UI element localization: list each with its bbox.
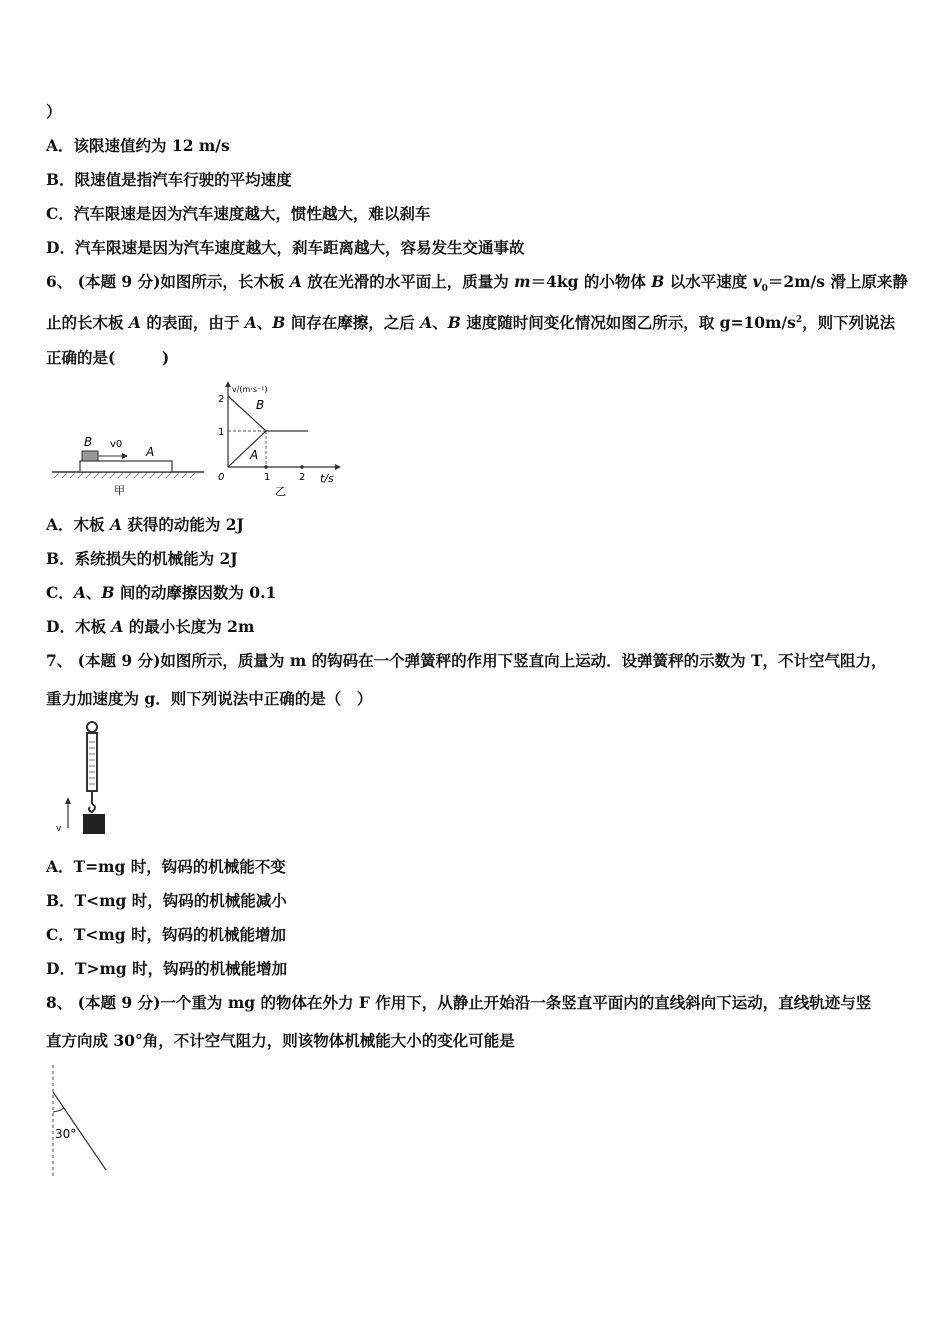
q6-stem-line1: 6、 (本题 9 分)如图所示，长木板 A 放在光滑的水平面上，质量为 m＝4kg 的小物体 B 以水平速度 $v_0=2m/s$ 滑上原来静 <box>46 272 908 295</box>
q6-option-c: C．A、B 间的动摩擦因数为 0.1 <box>46 583 277 602</box>
x-axis-label: t/s <box>320 472 334 485</box>
option-text: 汽车限速是因为汽车速度越大，刹车距离越大，容易发生交通事故 <box>74 238 525 257</box>
caption-jia: 甲 <box>114 484 125 497</box>
v0-arrowhead <box>122 453 128 459</box>
hook-weight <box>83 814 105 834</box>
label-a: A <box>146 445 155 459</box>
y-axis-label: v/(m·s⁻¹) <box>232 385 268 394</box>
y-axis-arrow <box>225 381 231 387</box>
q6-stem-line3: 正确的是( ) <box>46 348 170 367</box>
q6-option-a: A．木板 A 获得的动能为 2J <box>46 515 244 534</box>
q8-stem-line1: 8、 (本题 9 分)一个重为 mg 的物体在外力 F 作用下，从静止开始沿一条竖直平面内的直线斜向下运动，直线轨迹与竖 <box>46 993 872 1012</box>
option-text: 限速值是指汽车行驶的平均速度 <box>74 170 292 189</box>
q6-option-b: B．系统损失的机械能为 2J <box>46 549 238 568</box>
ground-hatch <box>54 472 196 478</box>
q5-tail: ） <box>46 102 62 121</box>
q5-option-a <box>46 136 230 156</box>
q7-figure <box>48 718 148 840</box>
y-tick-1: 1 <box>218 427 225 438</box>
x-tick-1: 1 <box>264 472 271 483</box>
block-b <box>82 451 98 461</box>
q7-option-d: D．T>mg 时，钩码的机械能增加 <box>46 959 288 978</box>
tick-dot-1 <box>264 465 268 469</box>
x-axis-arrow <box>335 464 341 470</box>
q5-option-b <box>46 170 292 190</box>
origin-label: 0 <box>218 472 225 483</box>
q7-option-c: C．T<mg 时，钩码的机械能增加 <box>46 925 287 944</box>
option-key: B． <box>46 170 75 189</box>
q5-option-d <box>46 238 524 258</box>
label-b: B <box>84 435 93 449</box>
q7-stem-line1: 7、 (本题 9 分)如图所示，质量为 m 的钩码在一个弹簧秤的作用下竖直向上运动．设弹簧秤的示数为 T，不计空气阻力， <box>46 651 887 670</box>
option-key: D． <box>46 238 75 257</box>
option-text: 汽车限速是因为汽车速度越大，惯性越大，难以刹车 <box>73 204 431 223</box>
angle-arc <box>53 1108 64 1112</box>
q7-option-b: B．T<mg 时，钩码的机械能减小 <box>46 891 287 910</box>
scale-ring <box>87 722 97 732</box>
q6-figure <box>50 378 350 500</box>
graph-label-b: B <box>256 398 265 412</box>
y-tick-2: 2 <box>218 394 225 405</box>
q7-option-a: A．T=mg 时，钩码的机械能不变 <box>46 857 286 876</box>
option-key: C． <box>46 204 74 223</box>
tick-dot-2 <box>300 465 304 469</box>
scale-hook <box>89 804 95 812</box>
q7-stem-line2: 重力加速度为 g．则下列说法中正确的是（ ） <box>46 689 373 708</box>
v-label: v <box>56 824 62 834</box>
v-arrowhead <box>65 797 71 804</box>
option-text: 该限速值约为 12 m/s <box>73 136 230 155</box>
line-a <box>228 431 266 467</box>
label-v0: v0 <box>110 439 123 450</box>
q8-stem-line2: 直方向成 30°角，不计空气阻力，则该物体机械能大小的变化可能是 <box>46 1031 515 1050</box>
q5-option-c <box>46 204 430 224</box>
caption-yi: 乙 <box>275 485 286 498</box>
board-a <box>80 461 172 472</box>
q6-stem-line2: 止的长木板 A 的表面，由于 A、B 间存在摩擦，之后 A、B 速度随时间变化情况如图乙所示，取 $g=10m/s^2$，则下列说法 <box>46 313 896 333</box>
angle-label: 30° <box>55 1127 77 1141</box>
option-key: A． <box>46 136 74 155</box>
q6-option-d: D．木板 A 的最小长度为 2m <box>46 617 255 636</box>
q8-figure <box>46 1062 112 1182</box>
x-tick-2: 2 <box>299 472 306 483</box>
graph-label-a: A <box>250 448 259 462</box>
